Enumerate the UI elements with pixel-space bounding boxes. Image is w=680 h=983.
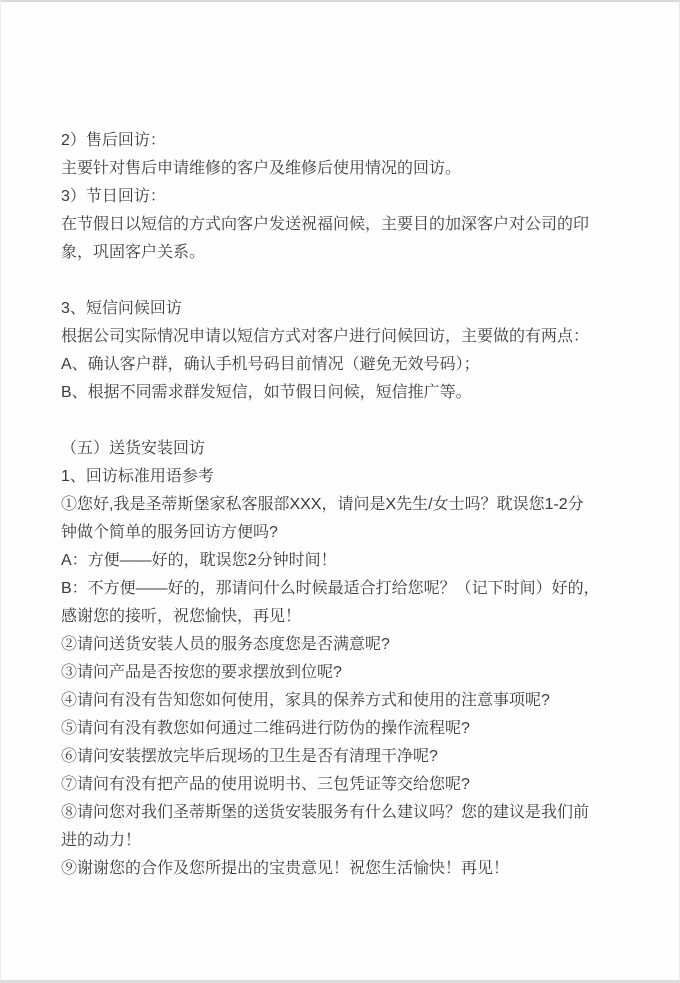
text-line: ⑧请问您对我们圣蒂斯堡的送货安装服务有什么建议吗？您的建议是我们前 [61, 804, 590, 821]
text-line: ③请问产品是否按您的要求摆放到位呢? [61, 664, 342, 681]
text-line: 3、短信问候回访 [61, 300, 182, 317]
text-line: 象，巩固客户关系。 [61, 244, 206, 261]
text-line: ①您好,我是圣蒂斯堡家私客服部XXX，请问是X先生/女士吗？耽误您1-2分 [61, 496, 584, 513]
text-line: （五）送货安装回访 [61, 440, 206, 457]
text-line: ②请问送货安装人员的服务态度您是否满意呢? [61, 636, 390, 653]
text-line: ⑨谢谢您的合作及您所提出的宝贵意见！祝您生活愉快！再见！ [61, 860, 510, 877]
text-line: A：方便——好的，耽误您2分钟时间！ [61, 552, 337, 569]
text-line: ⑤请问有没有教您如何通过二维码进行防伪的操作流程呢? [61, 720, 470, 737]
text-line: 1、回访标准用语参考 [61, 468, 214, 485]
text-line: 主要针对售后申请维修的客户及维修后使用情况的回访。 [61, 160, 462, 177]
text-line: B、根据不同需求群发短信，如节假日问候，短信推广等。 [61, 384, 472, 401]
blank-line [61, 407, 659, 435]
text-line: 在节假日以短信的方式向客户发送祝福问候，主要目的加深客户对公司的印 [61, 216, 590, 233]
document-text-body [61, 127, 659, 883]
text-line: B：不方便——好的，那请问什么时候最适合打给您呢？（记下时间）好的， [61, 580, 600, 597]
text-line: ④请问有没有告知您如何使用，家具的保养方式和使用的注意事项呢? [61, 692, 550, 709]
text-line: 钟做个简单的服务回访方便吗? [61, 524, 278, 541]
text-line: 进的动力！ [61, 832, 142, 849]
text-line: 感谢您的接听，祝您愉快，再见！ [61, 608, 302, 625]
text-line: 3）节日回访： [61, 188, 166, 205]
text-line: 根据公司实际情况申请以短信方式对客户进行问候回访，主要做的有两点： [61, 328, 590, 345]
text-line: ⑦请问有没有把产品的使用说明书、三包凭证等交给您呢? [61, 776, 470, 793]
blank-line [61, 267, 659, 295]
text-line: ⑥请问安装摆放完毕后现场的卫生是否有清理干净呢? [61, 748, 438, 765]
text-line: 2）售后回访： [61, 132, 166, 149]
text-line: A、确认客户群，确认手机号码目前情况（避免无效号码）； [61, 356, 480, 373]
